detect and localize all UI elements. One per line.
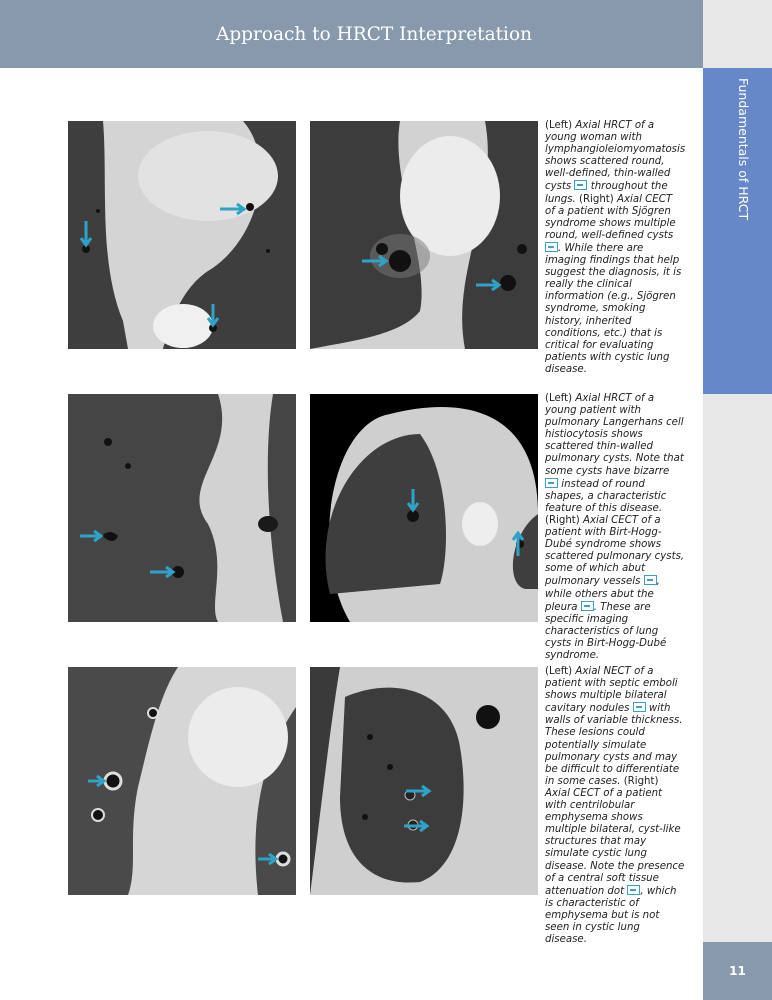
caption-text: instead of round shapes, a characteristic feature of this disease. xyxy=(545,478,667,514)
arrow-icon xyxy=(545,478,558,488)
figure-caption-2 xyxy=(545,393,685,662)
caption-text: , while others abut the pleura xyxy=(545,576,660,613)
arrow-icon xyxy=(633,702,646,712)
caption-text: , which is characteristic of emphysema but is not seen in cystic lung disease. xyxy=(545,885,677,946)
caption-text: Axial CECT of a patient with Birt-Hogg-Dubé syndrome shows scattered pulmonary cysts, some of which abut pulmonary vessels xyxy=(545,514,685,588)
arrow-icon xyxy=(627,885,640,895)
caption-position-tag: (Left) xyxy=(545,120,573,131)
ct-image-birt-hogg-dube xyxy=(310,394,538,622)
caption-position-tag: (Left) xyxy=(545,666,573,677)
caption-text: Axial CECT of a patient with Sjögren syndrome shows multiple round, well-defined cysts xyxy=(545,193,676,241)
caption-text: . While there are imaging findings that help suggest the diagnosis, it is really the clinical information (e.g., Sjögren syndrome, smoking history, inherited conditions, etc.) that is critical for evaluating patients with cystic lung disease. xyxy=(545,242,682,375)
chapter-tab-label: Fundamentals of HRCT xyxy=(736,78,751,221)
caption-position-tag: (Right) xyxy=(623,775,659,787)
figure-caption-3 xyxy=(545,666,685,946)
caption-text: Axial NECT of a patient with septic emboli shows multiple bilateral cavitary nodules xyxy=(545,666,678,715)
caption-text: Axial CECT of a patient with centrilobular emphysema shows multiple bilateral, cyst-like structures that may simulate cystic lung disease. Note the presence of a central soft tissue attenuation dot xyxy=(545,787,685,897)
arrow-icon xyxy=(545,242,558,252)
caption-position-tag: (Left) xyxy=(545,393,573,404)
side-margin-top xyxy=(703,0,772,68)
figure-caption-1 xyxy=(545,120,685,376)
ct-image-septic-emboli xyxy=(68,667,296,895)
arrow-icon xyxy=(644,575,657,585)
ct-image-sjogren xyxy=(310,121,538,349)
caption-position-tag: (Right) xyxy=(545,514,580,526)
arrow-icon xyxy=(581,601,594,611)
arrow-icon xyxy=(574,180,587,190)
ct-image-lam xyxy=(68,121,296,349)
ct-image-emphysema xyxy=(310,667,538,895)
caption-text: throughout the lungs. xyxy=(545,181,668,205)
caption-text: Axial HRCT of a young patient with pulmonary Langerhans cell histiocytosis shows scattered thin-walled pulmonary cysts. Note that some cysts have bizarre xyxy=(545,393,684,477)
ct-image-plch xyxy=(68,394,296,622)
page-number: 11 xyxy=(729,964,746,978)
caption-text: with walls of variable thickness. These lesions could potentially simulate pulmonary cysts and may be difficult to differentiate in some cases. xyxy=(545,703,683,787)
page-title: Approach to HRCT Interpretation xyxy=(215,24,533,45)
caption-position-tag: (Right) xyxy=(579,193,614,205)
caption-text: . These are specific imaging characteristics of lung cysts in Birt-Hogg-Dubé syndrome. xyxy=(545,601,667,661)
side-margin xyxy=(703,394,772,942)
caption-text: Axial HRCT of a young woman with lymphangioleiomyomatosis shows scattered round, well-defined, thin-walled cysts xyxy=(545,120,686,193)
